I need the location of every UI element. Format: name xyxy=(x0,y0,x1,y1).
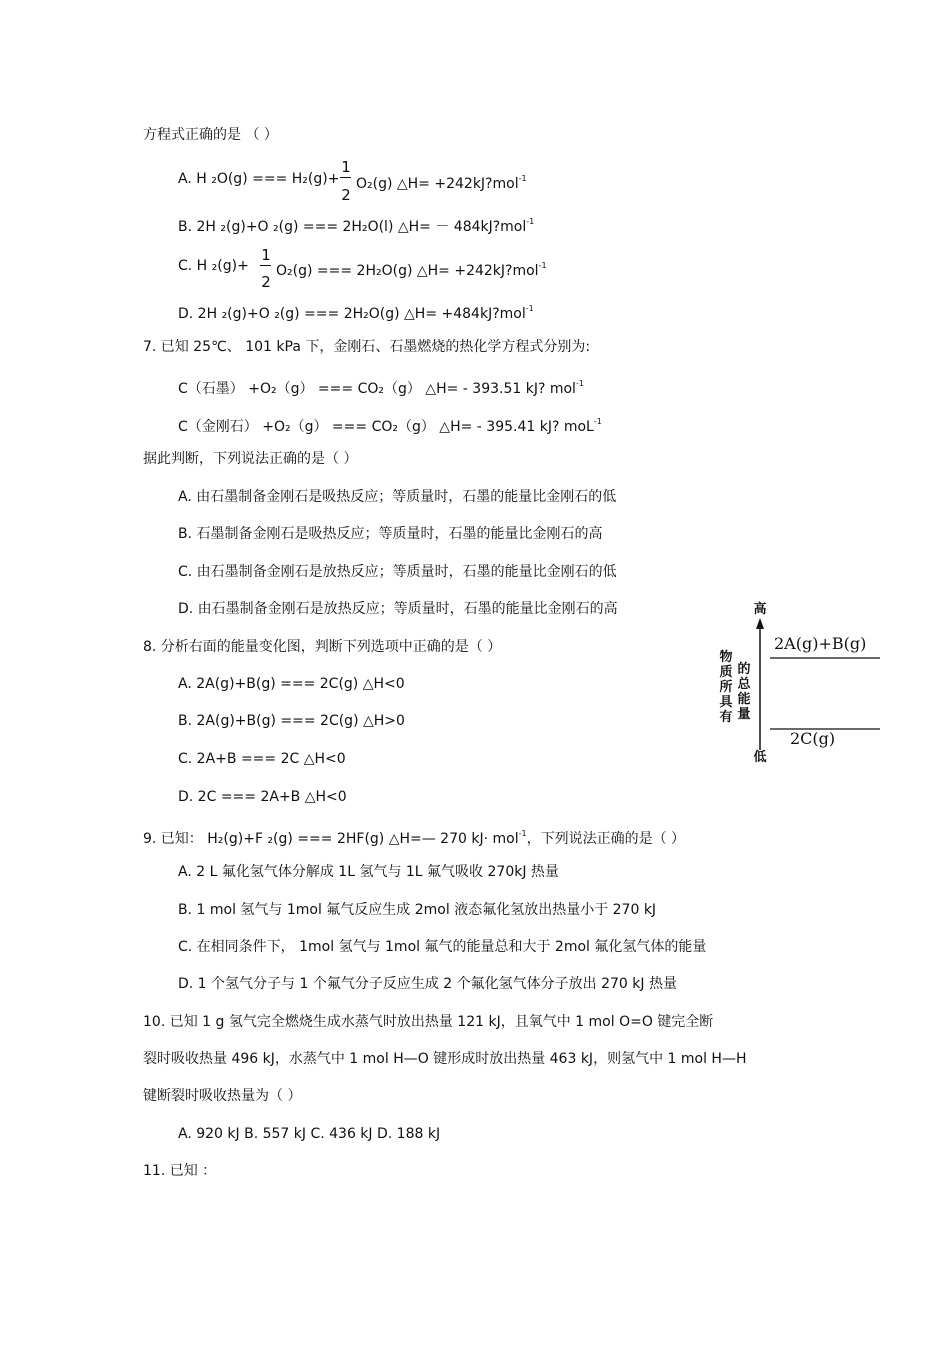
q7-question: 据此判断，下列说法正确的是（ ） xyxy=(143,451,358,467)
low-label: 低 xyxy=(753,750,767,765)
q9-stem: 9. 已知： H₂(g)+F ₂(g) === 2HF(g) △H=— 270 kJ· mol$^{-1}$，下列说法正确的是（ ） xyxy=(143,829,686,847)
q10-line2: 裂时吸收热量 496 kJ，水蒸气中 1 mol H—O 键形成时放出热量 463 kJ，则氢气中 1 mol H—H xyxy=(143,1051,747,1067)
q11-stem: 11. 已知 ： xyxy=(143,1163,217,1179)
q7-stem: 7. 已知 25℃、 101 kPa 下，金刚石、石墨燃烧的热化学方程式分别为: xyxy=(143,339,591,355)
q10-options: A. 920 kJ B. 557 kJ C. 436 kJ D. 188 kJ xyxy=(178,1126,441,1142)
q9-option-d: D. 1 个氢气分子与 1 个氟气分子反应生成 2 个氟化氢气体分子放出 270 kJ 热量 xyxy=(178,976,677,992)
q8-stem: 8. 分析右面的能量变化图，判断下列选项中正确的是（ ） xyxy=(143,639,502,655)
q8-option-b: B. 2A(g)+B(g) === 2C(g) △H>0 xyxy=(178,713,405,729)
q6a-frac-num: 1 xyxy=(341,158,351,176)
lower-level-label: 2C(g) xyxy=(790,729,836,748)
q8-option-a: A. 2A(g)+B(g) === 2C(g) △H<0 xyxy=(178,676,405,692)
energy-diagram xyxy=(712,598,892,770)
upper-level-label: 2A(g)+B(g) xyxy=(774,634,867,653)
q6c-frac-den: 2 xyxy=(261,273,271,291)
q6-option-d: D. 2H ₂(g)+O ₂(g) === 2H₂O(g) △H= +484kJ?mol$^{-1}$ xyxy=(178,304,534,322)
q6c-frac-num: 1 xyxy=(261,246,271,264)
q7-option-a: A. 由石墨制备金刚石是吸热反应；等质量时，石墨的能量比金刚石的低 xyxy=(178,489,617,505)
q6-stem: 方程式正确的是 （ ） xyxy=(143,127,278,143)
q6-option-b: B. 2H ₂(g)+O ₂(g) === 2H₂O(l) △H= － 484kJ?mol$^{-1}$ xyxy=(178,217,535,235)
q10-line1: 10. 已知 1 g 氢气完全燃烧生成水蒸气时放出热量 121 kJ，且氧气中 1 mol O=O 键完全断 xyxy=(143,1014,714,1030)
axis-label-col2: 的 总 能 量 xyxy=(737,662,751,722)
q6a-frac-den: 2 xyxy=(341,186,351,204)
high-label: 高 xyxy=(753,602,767,617)
q9-option-c: C. 在相同条件下， 1mol 氢气与 1mol 氟气的能量总和大于 2mol 氟化氢气体的能量 xyxy=(178,939,707,955)
q8-option-c: C. 2A+B === 2C △H<0 xyxy=(178,751,346,767)
q7-equation-diamond: C（金刚石） +O₂（g） === CO₂（g） △H= - 395.41 kJ? moL$^{-1}$ xyxy=(178,417,602,435)
axis-label-col1: 物 质 所 具 有 xyxy=(719,650,733,725)
q7-option-d: D. 由石墨制备金刚石是放热反应；等质量时，石墨的能量比金刚石的高 xyxy=(178,601,618,617)
q7-equation-graphite: C（石墨） +O₂（g） === CO₂（g） △H= - 393.51 kJ? mol$^{-1}$ xyxy=(178,379,584,397)
q9-option-b: B. 1 mol 氢气与 1mol 氟气反应生成 2mol 液态氟化氢放出热量小于 270 kJ xyxy=(178,902,657,918)
q10-line3: 键断裂时吸收热量为（ ） xyxy=(143,1088,302,1104)
q7-option-c: C. 由石墨制备金刚石是放热反应；等质量时，石墨的能量比金刚石的低 xyxy=(178,564,617,580)
q7-option-b: B. 石墨制备金刚石是吸热反应；等质量时，石墨的能量比金刚石的高 xyxy=(178,526,603,542)
q8-option-d: D. 2C === 2A+B △H<0 xyxy=(178,789,347,805)
q9-option-a: A. 2 L 氟化氢气体分解成 1L 氢气与 1L 氟气吸收 270kJ 热量 xyxy=(178,864,559,880)
